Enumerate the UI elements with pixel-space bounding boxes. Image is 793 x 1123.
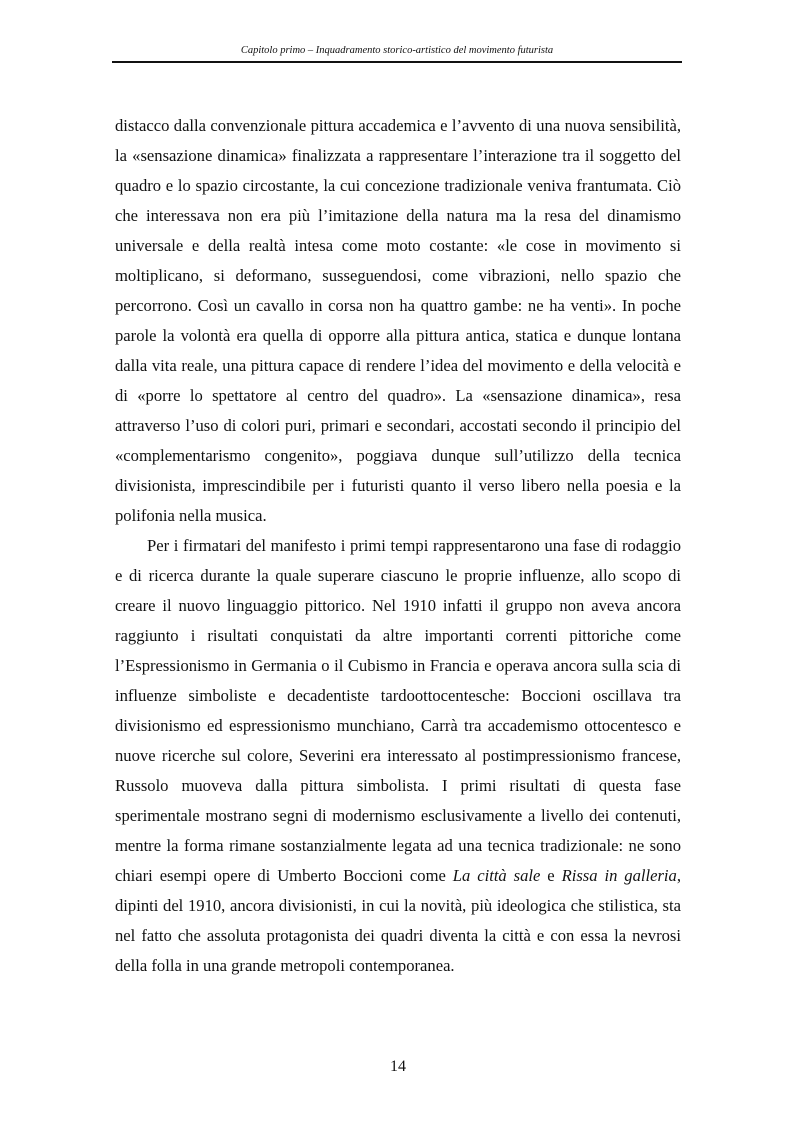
paragraph-2-text: , dipinti del 1910, ancora divisionisti, in cui la novità, più ideologica che stilistica, sta nel fatto che assoluta protagonista dei quadri diventa la città e con essa la nevrosi della folla in una grande metropoli contemporanea. xyxy=(115,866,681,975)
paragraph-2-text: e xyxy=(540,866,562,885)
paragraph-2 xyxy=(115,531,681,981)
artwork-title: La città sale xyxy=(452,866,541,885)
paragraph-1: distacco dalla convenzionale pittura accademica e l’avvento di una nuova sensibilità, la «sensazione dinamica» finalizzata a rappresentare l’interazione tra il soggetto del quadro e lo spazio circostante, la cui concezione tradizionale veniva frantumata. Ciò che interessava non era più l’imitazione della natura ma la resa del dinamismo universale e della realtà intesa come moto costante: «le cose in movimento si moltiplicano, si deformano, susseguendosi, come vibrazioni, nello spazio che percorrono. Così un cavallo in corsa non ha quattro gambe: ne ha venti». In poche parole la volontà era quella di opporre alla pittura antica, statica e dunque lontana dalla vita reale, una pittura capace di rendere l’idea del movimento e della velocità e di «porre lo spettatore al centro del quadro». La «sensazione dinamica», resa attraverso l’uso di colori puri, primari e secondari, accostati secondo il principio del «complementarismo congenito», poggiava dunque sull’utilizzo della tecnica divisionista, imprescindibile per i futuristi quanto il verso libero nella poesia e la polifonia nella musica. xyxy=(115,116,681,525)
artwork-title: Rissa in galleria xyxy=(561,866,677,885)
page-number: 14 xyxy=(390,1058,406,1075)
header-rule xyxy=(112,61,682,63)
running-header: Capitolo primo – Inquadramento storico-artistico del movimento futurista xyxy=(240,45,554,56)
body-text xyxy=(115,111,681,981)
paragraph-2-text: Per i firmatari del manifesto i primi tempi rappresentarono una fase di rodaggio e di ricerca durante la quale superare ciascuno le proprie influenze, allo scopo di creare il nuovo linguaggio pittorico. Nel 1910 infatti il gruppo non aveva ancora raggiunto i risultati conquistati da altre importanti correnti pittoriche come l’Espressionismo in Germania o il Cubismo in Francia e operava ancora sulla scia di influenze simboliste e decadentiste tardoottocentesche: Boccioni oscillava tra divisionismo ed espressionismo munchiano, Carrà tra accademismo ottocentesco e nuove ricerche sul colore, Severini era interessato al postimpressionismo francese, Russolo muoveva dalla pittura simbolista. I primi risultati di questa fase sperimentale mostrano segni di modernismo esclusivamente a livello dei contenuti, mentre la forma rimane sostanzialmente legata ad una tecnica tradizionale: ne sono chiari esempi opere di Umberto Boccioni come xyxy=(115,536,681,885)
